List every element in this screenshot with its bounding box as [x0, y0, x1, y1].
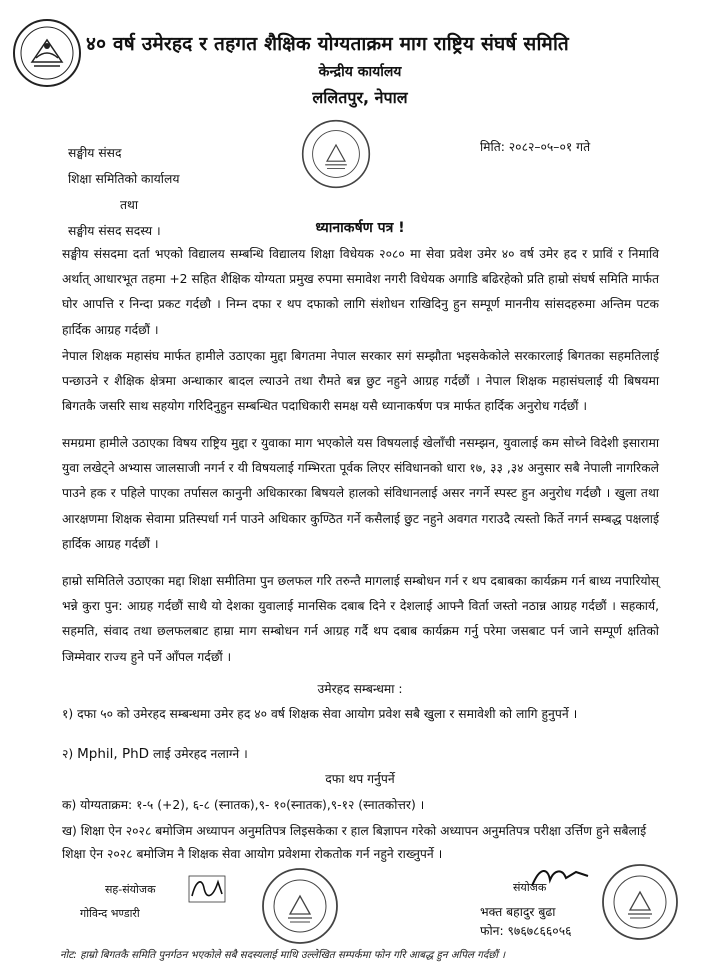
coordinator-name: भक्त बहादुर बुढा: [480, 905, 556, 919]
recipient-line-1: सङ्घीय संसद: [68, 146, 122, 160]
footnote: नोट: हाम्रो बिगतकै समिति पुनर्गठन भएकोले सबै सदस्यलाई माथि उल्लेखित सम्पर्कमा फोन गरि आबद्ध हुन अपिल गर्दछौं ।: [60, 950, 506, 961]
letter-title: ध्यानाकर्षण पत्र !: [315, 220, 405, 236]
coordinator-signature: [528, 862, 592, 892]
coordinator-role: संयोजक: [513, 881, 547, 894]
age-item-2-prefix: २): [62, 747, 74, 761]
paragraph-2: नेपाल शिक्षक महासंघ मार्फत हामीले उठाएका मुद्दा बिगतमा नेपाल सरकार सगं सम्झौता भइसकेकोले सरकारलाई बिगतका सहमतिलाई पन्छाउने र शैक्षिक क्षेत्रमा अन्धाकार बादल ल्याउने तथा रौमते बन्न छुट नहुने आग्रह गर्दछौं । नेपाल शिक्षक महासंघलाई यी बिषयमा बिगतकै जसरि साथ सहयोग गरिदिनुहुन सम्बन्धित पदाधिकारी समक्ष यसै ध्यानाकर्षण पत्र मार्फत हार्दिक अनुरोध गर्दछौं ।: [62, 349, 659, 414]
age-item-2: [62, 745, 659, 762]
recipient-line-4: सङ्घीय संसद सदस्य ।: [68, 224, 161, 238]
amend-item-ka: क) योग्यताक्रम: १-५ (+2), ६-८ (स्नातक),९- १०(स्नातक),९-१२ (स्नातकोत्तर) ।: [62, 798, 425, 812]
official-stamp-right: [600, 862, 680, 942]
org-name-heading: ४० वर्ष उमेरहद र तहगत शैक्षिक योग्यताक्रम माग राष्ट्रिय संघर्ष समिति: [86, 33, 569, 55]
amend-item-kha: ख) शिक्षा ऐन २०२८ बमोजिम अध्यापन अनुमतिपत्र लिइसकेका र हाल बिज्ञापन गरेको अध्यापन अनुमतिपत्र परीक्षा उर्त्तिण हुने सबैलाई शिक्षा ऐन २०२८ बमोजिम नै शिक्षक सेवा आयोग प्रवेशमा रोकतोक गर्न नहुने राख्नुपर्ने ।: [62, 824, 647, 861]
official-stamp: [300, 118, 372, 190]
age-item-1: १) दफा ५० को उमेरहद सम्बन्धमा उमेर हद ४० वर्ष शिक्षक सेवा आयोग प्रवेश सबै खुला र समावेशी को लागि हुनुपर्ने ।: [62, 707, 578, 721]
co-coordinator-signature: [188, 874, 226, 904]
office-heading: केन्द्रीय कार्यालय: [318, 64, 402, 80]
age-item-2-degrees: Mphil, PhD: [77, 746, 150, 762]
letter-date: मिति: २०८२–०५–०१ गते: [480, 140, 591, 154]
coordinator-phone: फोन: ९७६७८६६०५६: [480, 924, 572, 938]
paragraph-1: सङ्घीय संसदमा दर्ता भएको विद्यालय सम्बन्धि विद्यालय शिक्षा विधेयक २०८० मा सेवा प्रवेश उमेर ४० वर्ष उमेर हद र प्राविं र निमावि अर्थात् आधारभूत तहमा +2 सहित शैक्षिक योग्यता प्रमुख रुपमा समावेश नगरी विधेयक अगाडि बढिरहेको प्रति हाम्रो संघर्ष समिति मार्फत घोर आपत्ति र निन्दा प्रकट गर्दछौ । निम्न दफा र थप दफाको लागि संशोधन राखिदिनु हुन सम्पूर्ण माननीय सांसदहरुमा अन्तिम पटक हार्दिक आग्रह गर्दछौं ।: [62, 247, 659, 337]
recipient-line-2: शिक्षा समितिको कार्यालय: [68, 172, 180, 186]
location-heading: ललितपुर, नेपाल: [312, 88, 408, 107]
age-item-2-suffix: लाई उमेरहद नलाग्ने ।: [153, 747, 248, 761]
co-coordinator-role: सह-संयोजक: [105, 883, 156, 896]
co-coordinator-name: गोविन्द भण्डारी: [80, 907, 140, 920]
official-stamp-middle: [260, 866, 340, 946]
amend-section-heading: दफा थप गर्नुपर्ने: [325, 772, 395, 786]
recipient-line-3: तथा: [120, 198, 139, 212]
age-section-heading: उमेरहद सम्बन्धमा :: [317, 682, 403, 696]
paragraph-4: हाम्रो समितिले उठाएका मद्दा शिक्षा समीतिमा पुन छलफल गरि तरुन्तै मागलाई सम्बोधन गर्न र थप दबाबका कार्यक्रम गर्न बाध्य नपारियोस् भन्ने कुरा पुन: आग्रह गर्दछौं साथै यो देशका युवालाई मानसिक दबाब दिने र देशलाई आफ्नै विर्ता जस्तो नठान्न आग्रह गर्दछौं । सहकार्य, सहमति, संवाद तथा छलफलबाट हाम्रा माग सम्बोधन गर्न आग्रह गर्दै थप दबाब कार्यक्रम गर्नु परेमा जसबाट पर्न जाने सम्पूर्ण क्षतिको जिम्मेवार राज्य हुने पर्ने आँपल गर्दछौं ।: [62, 574, 659, 664]
paragraph-3: समग्रमा हामीले उठाएका विषय राष्ट्रिय मुद्दा र युवाका माग भएकोले यस विषयलाई खेलाँची नसम्झन, युवालाई कम सोच्ने विदेशी इसारामा युवा लखेट्ने अभ्यास जालसाजी नगर्न र यी विषयलाई गम्भिरता पूर्वक लिएर संविधानको धारा १७, ३३ ,३४ अनुसार सबै नेपाली नागरिकले पाउने हक र पहिले पाएका तर्पासल कानुनी अधिकारका बिषयले हालको संविधानलाई असर नगर्ने स्पस्ट हुन अनुरोध गर्दछौ । खुला तथा आरक्षणमा शिक्षक सेवामा प्रतिस्पर्धा गर्न पाउने अधिकार कुण्ठित गर्ने कसैलाई छुट नहुने अवगत गराउदै त्यस्तो किर्ते नगर्न सम्बद्ध पक्षलाई हार्दिक आग्रह गर्दछौं ।: [62, 436, 659, 551]
